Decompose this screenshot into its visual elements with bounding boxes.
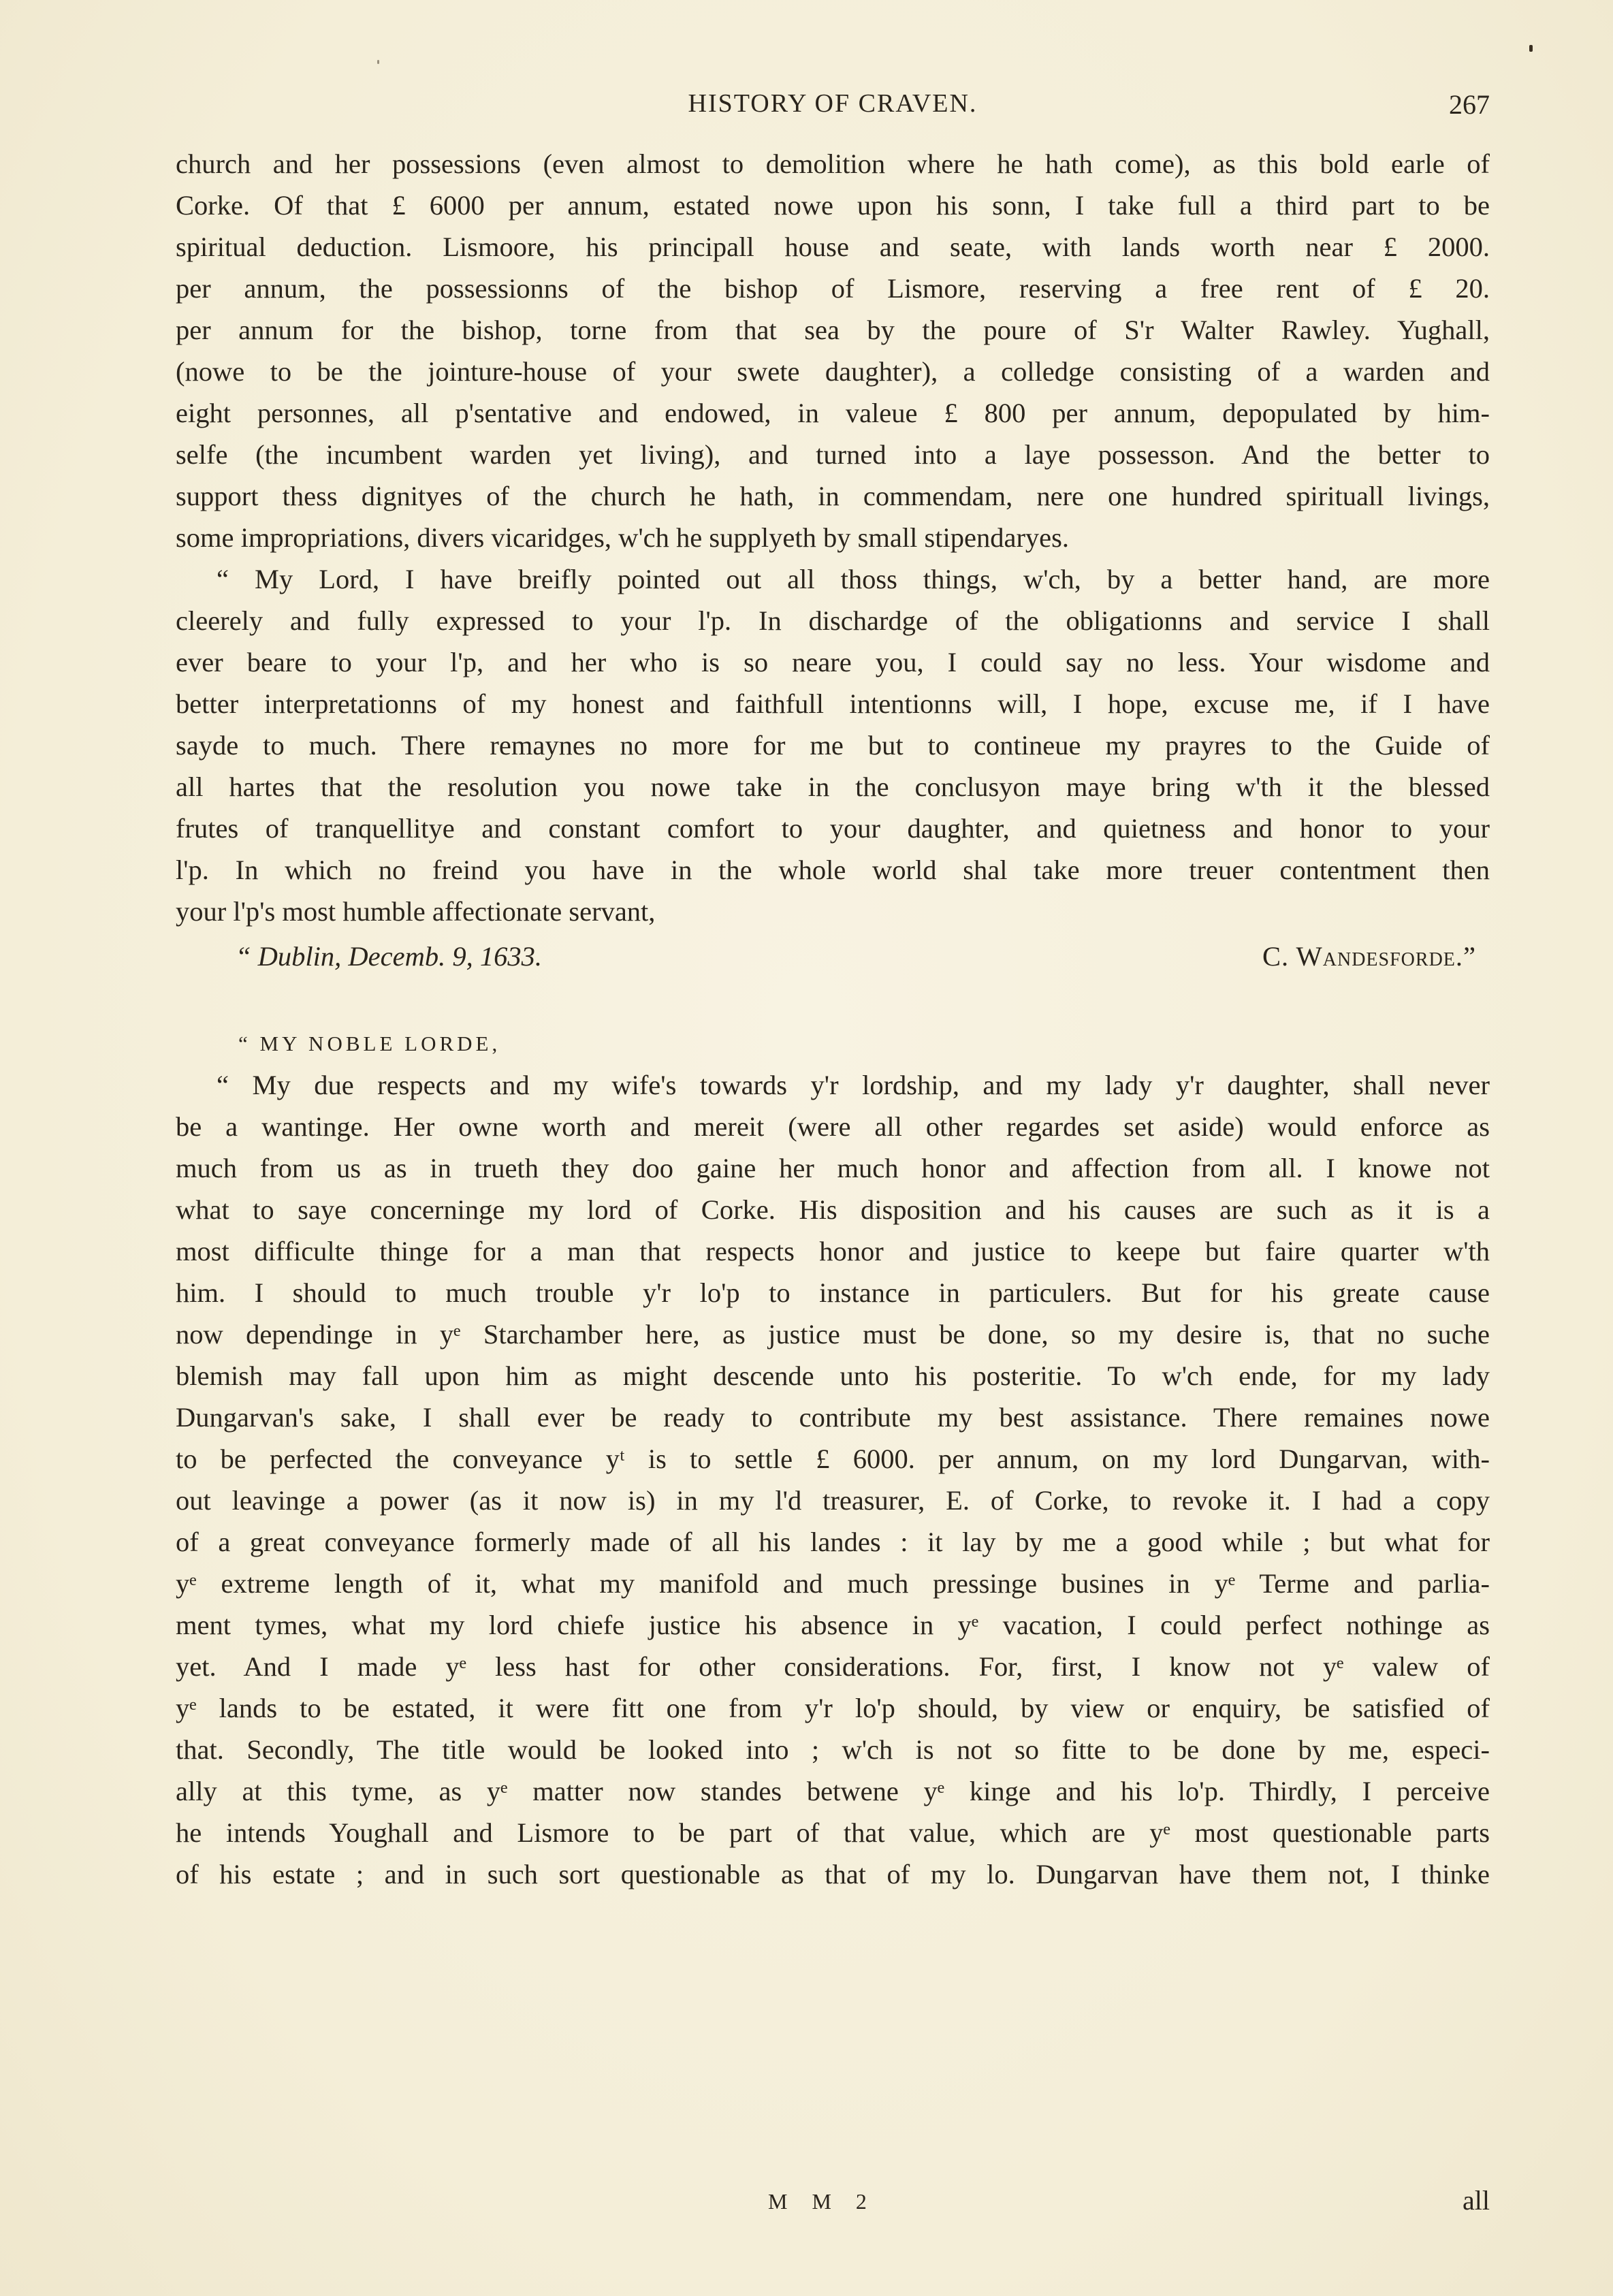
text-line: yet. And I made yᵉ less hast for other considerations. For, first, I know not yᵉ valew of — [176, 1651, 1490, 1682]
text-line: church and her possessions (even almost to demolition where he hath come), as this bold earle of — [176, 148, 1490, 179]
letter-salutation: “ MY NOBLE LORDE, — [238, 1032, 501, 1055]
text-line: ment tymes, what my lord chiefe justice his absence in yᵉ vacation, I could perfect nothinge as — [176, 1610, 1490, 1640]
text-line: Corke. Of that £ 6000 per annum, estated nowe upon his sonn, I take full a third part to be — [176, 190, 1490, 221]
text-line: “ My Lord, I have breifly pointed out all thoss things, w'ch, by a better hand, are more — [217, 564, 1490, 594]
text-line: ally at this tyme, as yᵉ matter now standes betwene yᵉ kinge and his lo'p. Thirdly, I perceive — [176, 1776, 1490, 1806]
body-text — [176, 143, 1490, 1895]
text-line: yᵉ lands to be estated, it were fitt one from y'r lo'p should, by view or enquiry, be satisfied of — [176, 1693, 1490, 1723]
text-line: support thess dignityes of the church he hath, in commendam, nere one hundred spirituall livings, — [176, 481, 1490, 511]
running-head — [176, 89, 1490, 129]
text-line: “ My due respects and my wife's towards y'r lordship, and my lady y'r daughter, shall never — [217, 1070, 1490, 1100]
ink-speck — [1529, 45, 1533, 52]
text-line: selfe (the incumbent warden yet living), and turned into a laye possesson. And the better to — [176, 439, 1490, 470]
text-line: eight personnes, all p'sentative and endowed, in valeue £ 800 per annum, depopulated by him- — [176, 398, 1490, 428]
text-line: (nowe to be the jointure-house of your swete daughter), a colledge consisting of a warden and — [176, 356, 1490, 387]
text-line: be a wantinge. Her owne worth and mereit (were all other regardes set aside) would enforce as — [176, 1111, 1490, 1142]
signature-mark: M M 2 — [768, 2189, 876, 2214]
text-line: out leavinge a power (as it now is) in my l'd treasurer, E. of Corke, to revoke it. I had a copy — [176, 1485, 1490, 1516]
text-line: ever beare to your l'p, and her who is so neare you, I could say no less. Your wisdome and — [176, 647, 1490, 677]
text-line: yᵉ extreme length of it, what my manifold and much pressinge busines in yᵉ Terme and parlia- — [176, 1568, 1490, 1599]
text-line: much from us as in trueth they doo gaine her much honor and affection from all. I knowe not — [176, 1153, 1490, 1183]
letter-2 — [176, 1023, 1490, 1895]
catchword: all — [1463, 2185, 1490, 2216]
text-line: of a great conveyance formerly made of all his landes : it lay by me a good while ; but what for — [176, 1527, 1490, 1557]
text-line: that. Secondly, The title would be looked into ; w'ch is not so fitte to be done by me, especi- — [176, 1734, 1490, 1765]
page-number: 267 — [1449, 89, 1490, 120]
text-line: spiritual deduction. Lismoore, his principall house and seate, with lands worth near £ 2000. — [176, 232, 1490, 262]
text-line: him. I should to much trouble y'r lo'p to instance in particulers. But for his greate cause — [176, 1277, 1490, 1308]
text-line: some impropriations, divers vicaridges, w'ch he supplyeth by small stipendaryes. — [176, 522, 1070, 553]
text-line: frutes of tranquellitye and constant comfort to your daughter, and quietness and honor to your — [176, 813, 1490, 844]
dateline-row — [176, 932, 1490, 981]
text-line: sayde to much. There remaynes no more for me but to contineue my prayres to the Guide of — [176, 730, 1490, 761]
letter-1 — [176, 143, 1490, 981]
letter-dateline: “ Dublin, Decemb. 9, 1633. — [236, 941, 542, 972]
text-line: per annum, the possessionns of the bishop of Lismore, reserving a free rent of £ 20. — [176, 273, 1490, 304]
text-line: Dungarvan's sake, I shall ever be ready to contribute my best assistance. There remaines nowe — [176, 1402, 1490, 1433]
text-line: per annum for the bishop, torne from that sea by the poure of S'r Walter Rawley. Yughall, — [176, 315, 1490, 345]
text-line: your l'p's most humble affectionate servant, — [176, 896, 656, 927]
text-line: to be perfected the conveyance yᵗ is to settle £ 6000. per annum, on my lord Dungarvan, with- — [176, 1444, 1490, 1474]
text-line: l'p. In which no freind you have in the whole world shal take more treuer contentment then — [176, 855, 1490, 885]
text-line: most difficulte thinge for a man that respects honor and justice to keepe but faire quarter w'th — [176, 1236, 1490, 1266]
text-line: what to saye concerninge my lord of Corke. His disposition and his causes are such as it is a — [176, 1194, 1490, 1225]
text-line: blemish may fall upon him as might descende unto his posteritie. To w'ch ende, for my lady — [176, 1360, 1490, 1391]
text-line: better interpretationns of my honest and faithfull intentionns will, I hope, excuse me, if I have — [176, 688, 1490, 719]
text-line: cleerely and fully expressed to your l'p. In dischardge of the obligationns and service I shall — [176, 605, 1490, 636]
running-title: HISTORY OF CRAVEN. — [688, 89, 978, 118]
letter-signature: C. Wandesforde.” — [1262, 941, 1476, 972]
text-line: all hartes that the resolution you nowe take in the conclusyon maye bring w'th it the blessed — [176, 771, 1490, 802]
text-line: now dependinge in yᵉ Starchamber here, as justice must be done, so my desire is, that no suche — [176, 1319, 1490, 1350]
text-line: of his estate ; and in such sort questionable as that of my lo. Dungarvan have them not, I thinke — [176, 1859, 1490, 1890]
text-line: he intends Youghall and Lismore to be part of that value, which are yᵉ most questionable parts — [176, 1817, 1490, 1848]
ink-speck — [377, 60, 379, 64]
